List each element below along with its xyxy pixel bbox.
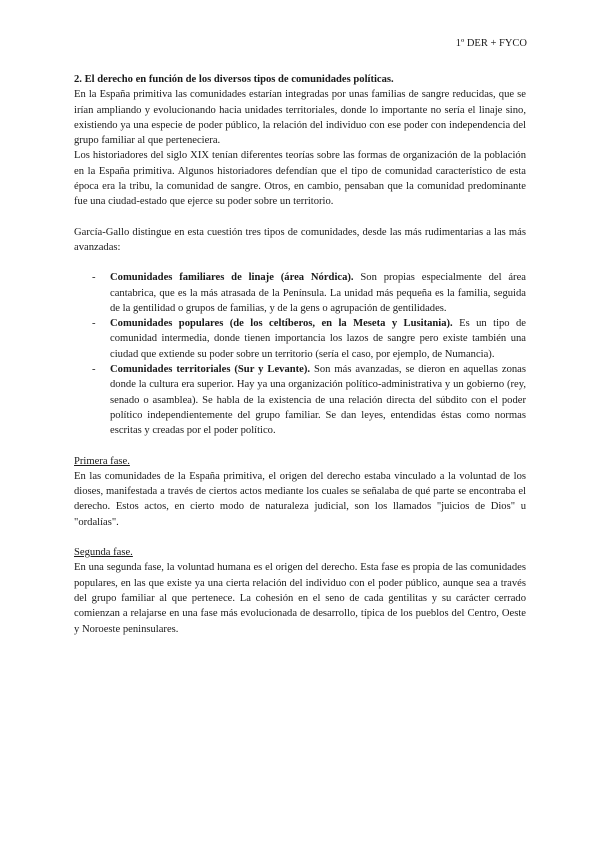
spacer <box>74 439 526 454</box>
list-item-lead: Comunidades territoriales (Sur y Levante). <box>110 364 311 376</box>
community-types-list <box>74 270 526 438</box>
list-item <box>74 270 526 316</box>
list-dash: - <box>92 318 96 330</box>
list-dash: - <box>92 364 96 376</box>
paragraph-3: García-Gallo distingue en esta cuestión tres tipos de comunidades, desde las más rudimentarias a las más avanzadas: <box>74 226 526 253</box>
list-item-lead: Comunidades familiares de linaje (área Nórdica). <box>110 272 354 284</box>
course-header: 1º DER + FYCO <box>455 38 527 49</box>
paragraph-1: En la España primitiva las comunidades estarían integradas por unas familias de sangre reducidas, que se irían ampliando y evolucionando hacia unidades territoriales, donde lo importante no sería el linaje sino, existiendo ya una especie de poder público, la relación del individuo con ese poder con independencia del grupo familiar al que perteneciera. <box>74 89 526 147</box>
list-dash: - <box>92 272 96 284</box>
paragraph-2: Los historiadores del siglo XIX tenían diferentes teorías sobre las formas de organización de la población en la España primitiva. Algunos historiadores defendían que el tipo de comunidad característico de esta época era la tribu, la comunidad de sangre. Otros, en cambio, pensaban que la comunidad predominante fue una ciudad-estado que ejerce su poder sobre un territorio. <box>74 150 526 208</box>
phase2-text: En una segunda fase, la voluntad humana es el origen del derecho. Esta fase es propia de las comunidades populares, en las que existe ya una cierta relación del individuo con el poder público, aunque sea a través del grupo familiar al que pertenece. La cohesión en el seno de cada gentilitas y su carácter cerrado comienzan a relajarse en una fase más evolucionada de desarrollo, típica de los pueblos del Centro, Oeste y Noroeste peninsulares. <box>74 562 526 635</box>
list-item-text: Son más avanzadas, se dieron en aquellas zonas donde la cultura era superior. Hay ya una organización político-administrativa y un gobierno (rey, senado o asamblea). Se habla de la existencia de una relación directa del súbdito con el poder político independientemente del grupo familiar. Se dan leyes, entendidas éstas como normas escritas y creadas por el poder político. <box>110 364 526 437</box>
phase2-title: Segunda fase. <box>74 547 133 559</box>
document-body <box>74 72 526 637</box>
phase1-title: Primera fase. <box>74 455 130 467</box>
list-item <box>74 316 526 362</box>
spacer <box>74 210 526 225</box>
spacer <box>74 255 526 270</box>
list-item-text: Es un tipo de comunidad intermedia, donde tienen importancia los lazos de sangre pero existe también una ciudad que extiende su poder sobre un territorio (sería el caso, por ejemplo, de Numancia). <box>110 318 527 360</box>
section-title: 2. El derecho en función de los diversos tipos de comunidades políticas. <box>74 74 394 85</box>
spacer <box>74 530 526 545</box>
phase1-text: En las comunidades de la España primitiva, el origen del derecho estaba vinculado a la voluntad de los dioses, manifestada a través de ciertos actos mediante los cuales se señalaba de qué parte se encontraba el derecho. Estos actos, en cierto modo de naturaleza judicial, son los llamados "juicios de Dios" u "ordalías". <box>74 470 526 528</box>
list-item <box>74 362 526 438</box>
list-item-lead: Comunidades populares (de los celtíberos, en la Meseta y Lusitania). <box>110 318 453 330</box>
list-item-text: Son propias especialmente del área cantabrica, que es la más atrasada de la Península. La unidad más pequeña es la familia, seguida de la gentilidad o grupos de familias, y de la gens o agrupación de gentilidades. <box>110 272 526 314</box>
